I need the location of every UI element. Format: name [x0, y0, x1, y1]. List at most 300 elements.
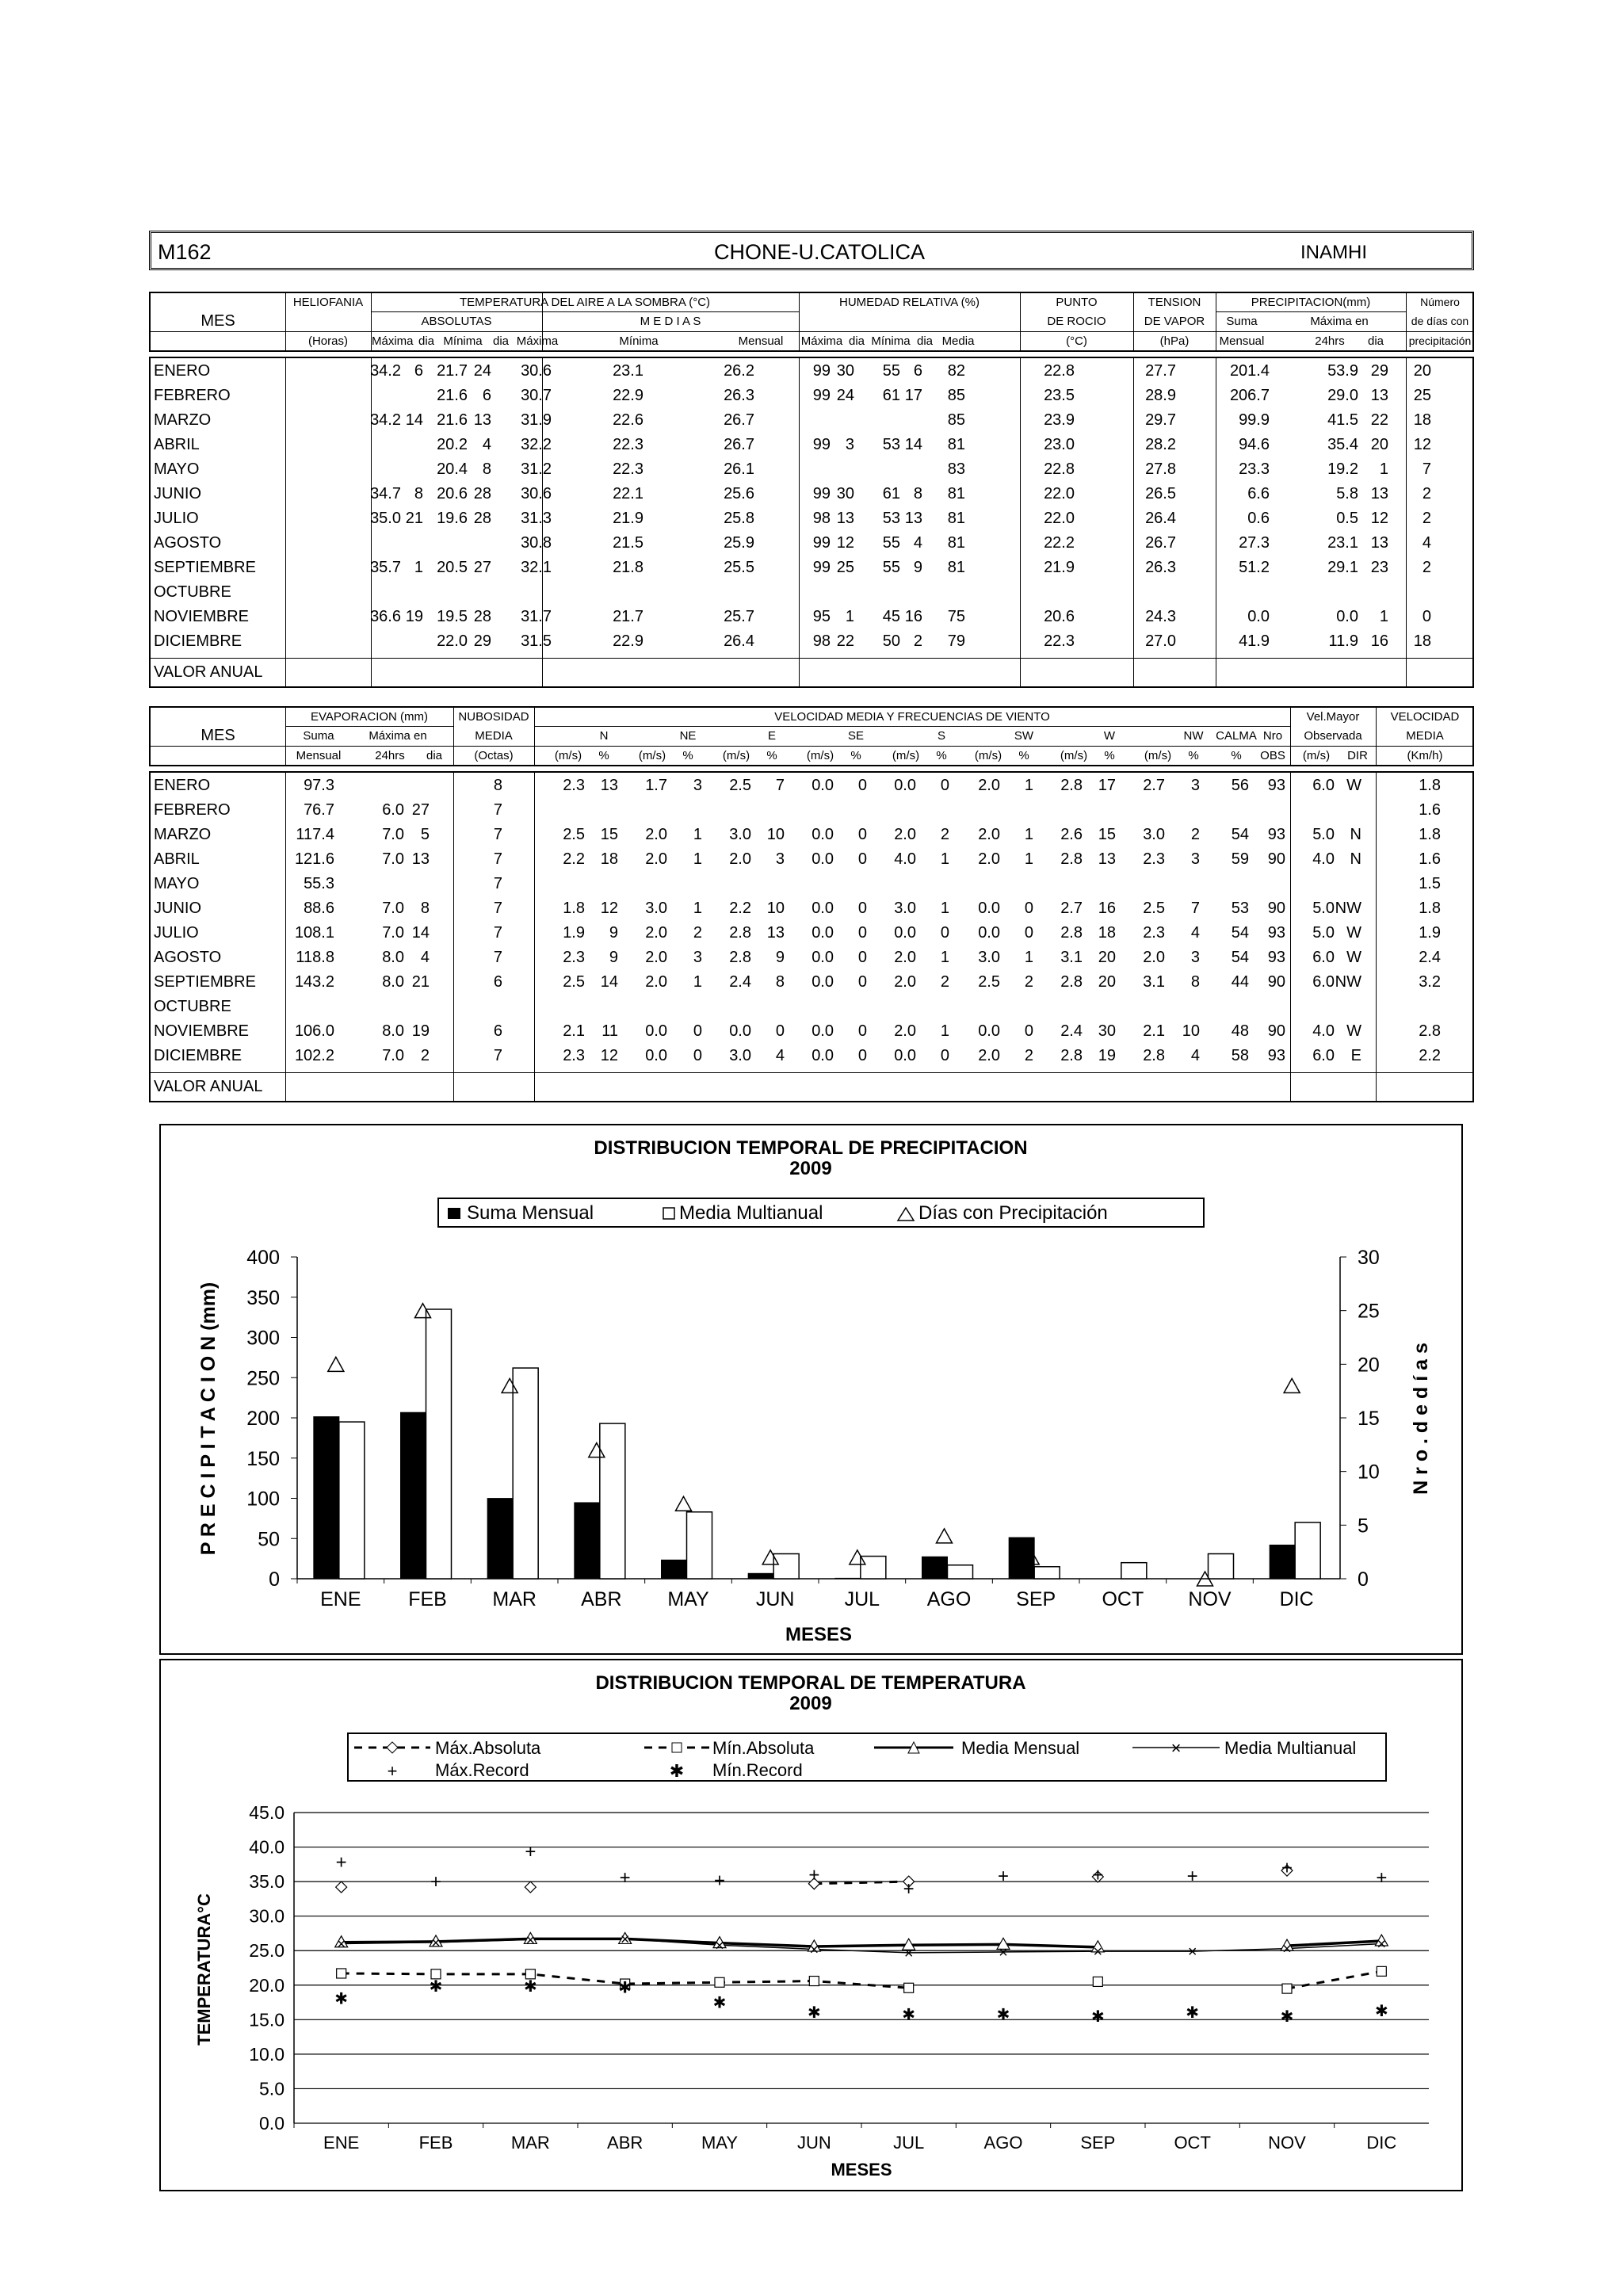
cell-value: 20.4 [437, 460, 468, 478]
cell-value: 4 [482, 436, 491, 453]
temperature-chart-box [159, 1659, 1463, 2191]
cell-value: 2.0 [1143, 949, 1165, 966]
y-tick-label: 100 [246, 1488, 280, 1511]
legend-marker-minabs [672, 1743, 682, 1752]
cell-value: 82 [947, 362, 965, 380]
marker-media-multianual: × [1187, 1943, 1197, 1962]
marker-min-absoluta [809, 1977, 819, 1986]
cell-value: 5.0 [1312, 924, 1335, 942]
x-tick-label: ABR [581, 1588, 622, 1610]
col-dir-NE: NE [679, 729, 697, 743]
cell-value: 3.2 [1419, 973, 1441, 991]
cell-value: 1.8 [1419, 900, 1441, 917]
cell-value: 1 [1024, 777, 1033, 794]
cell-value: 16 [904, 608, 922, 625]
cell-value: 14 [405, 411, 423, 429]
cell-value: 20.6 [437, 485, 468, 502]
col-pct: % [1018, 749, 1029, 762]
cell-value: 0.0 [894, 1047, 916, 1064]
cell-value: 1 [1024, 850, 1033, 868]
cell-value: 0.0 [812, 1047, 834, 1064]
cell-value: 6.0 [382, 801, 404, 819]
col-temp: TEMPERATURA DEL AIRE A LA SOMBRA (°C) [459, 296, 711, 309]
marker-max-record: + [1186, 1866, 1198, 1888]
cell-value: 8.0 [382, 1022, 404, 1040]
y-tick-label: 150 [246, 1447, 280, 1470]
cell-value: 3.0 [645, 900, 667, 917]
cell-value: 4.0 [894, 850, 916, 868]
cell-value: 0 [940, 924, 949, 942]
cell-value: 26.7 [724, 411, 754, 429]
col-mensual: Mensual [1219, 334, 1265, 348]
cell-value: 93 [1267, 826, 1285, 843]
cell-value: 8.0 [382, 973, 404, 991]
cell-value: 0 [857, 900, 867, 917]
cell-value: 15 [600, 826, 618, 843]
cell-value: 7 [775, 777, 785, 794]
legend-media: Media Multianual [679, 1202, 823, 1224]
cell-value: 2.5 [1143, 900, 1165, 917]
precipitation-chart [161, 1125, 1461, 1653]
col-24h: 24hrs [375, 749, 405, 762]
col-viento: VELOCIDAD MEDIA Y FRECUENCIAS DE VIENTO [774, 710, 1050, 724]
cell-value: 22.2 [1044, 534, 1075, 552]
x-axis-label: MESES [785, 1624, 853, 1645]
col-vel3: (Km/h) [1407, 749, 1443, 762]
col-humedad: HUMEDAD RELATIVA (%) [839, 296, 980, 309]
cell-value: 3.0 [978, 949, 1000, 966]
cell-value: 5.8 [1336, 485, 1358, 502]
cell-value: 99 [812, 534, 831, 552]
cell-value: 27 [411, 801, 430, 819]
cell-value: 2 [693, 924, 702, 942]
cell-value: 26.7 [1145, 534, 1176, 552]
x-tick-label: MAR [510, 2133, 550, 2153]
cell-value: NW [1335, 900, 1361, 917]
cell-value: 17 [904, 387, 922, 404]
cell-value: 31.9 [521, 411, 552, 429]
col-precip: PRECIPITACION(mm) [1251, 296, 1371, 309]
cell-value: 7.0 [382, 850, 404, 868]
divider [285, 726, 453, 727]
cell-value: 7 [493, 826, 502, 843]
legend-swatch-media [663, 1208, 674, 1219]
cell-value: 3 [693, 949, 702, 966]
cell-value: 22.9 [613, 632, 643, 650]
row-month: DICIEMBRE [154, 632, 242, 650]
marker-max-record: + [1092, 1864, 1104, 1886]
cell-value: 0.0 [645, 1022, 667, 1040]
cell-value: 0 [1024, 1022, 1033, 1040]
cell-value: 1 [693, 973, 702, 991]
cell-value: 99 [812, 387, 831, 404]
y-tick-label: 0 [269, 1568, 280, 1591]
cell-value: 1.6 [1419, 850, 1441, 868]
cell-value: 8 [414, 485, 423, 502]
divider [1376, 773, 1377, 1101]
cell-value: 1.8 [1419, 826, 1441, 843]
cell-value: 99 [812, 362, 831, 380]
row-month: FEBRERO [154, 801, 231, 819]
cell-value: 23.3 [1239, 460, 1270, 478]
cell-value: 26.1 [724, 460, 754, 478]
marker-min-absoluta [337, 1969, 346, 1978]
cell-value: 10 [766, 900, 785, 917]
cell-value: 1.6 [1419, 801, 1441, 819]
row-month: JUNIO [154, 900, 201, 917]
bar-suma-mensual [1270, 1545, 1295, 1579]
cell-value: 31.2 [521, 460, 552, 478]
cell-value: 2.2 [729, 900, 751, 917]
cell-value: 61 [882, 485, 900, 502]
cell-value: 26.2 [724, 362, 754, 380]
col-24h: 24hrs [1315, 334, 1345, 348]
x-tick-label: ENE [320, 1588, 361, 1610]
cell-value: 2 [1422, 559, 1431, 576]
cell-value: 2.0 [978, 1047, 1000, 1064]
col-pct: % [1104, 749, 1115, 762]
cell-value: 30.6 [521, 485, 552, 502]
cell-value: 6.0 [1312, 1047, 1335, 1064]
cell-value: 7 [1190, 900, 1200, 917]
cell-value: 12 [1413, 436, 1431, 453]
cell-value: 20.6 [1044, 608, 1075, 625]
station-header [149, 231, 1474, 270]
marker-max-record: + [619, 1866, 631, 1889]
col-ms: (m/s) [554, 749, 582, 762]
temperature-chart [161, 1660, 1461, 2190]
cell-value: 3.1 [1060, 949, 1083, 966]
cell-value: 0 [857, 973, 867, 991]
divider [151, 746, 1472, 747]
divider [534, 726, 1290, 727]
y2-tick-label: 15 [1358, 1408, 1380, 1430]
cell-value: 18 [600, 850, 618, 868]
cell-value: 2.5 [978, 973, 1000, 991]
cell-value: 1 [940, 1022, 949, 1040]
x-tick-label: SEP [1016, 1588, 1056, 1610]
cell-value: 24.3 [1145, 608, 1176, 625]
line-min-absoluta [342, 1971, 1382, 1988]
cell-value: 2.0 [978, 826, 1000, 843]
cell-value: 9 [609, 924, 618, 942]
cell-value: 0.0 [812, 924, 834, 942]
cell-value: 30.7 [521, 387, 552, 404]
y-tick-label: 5.0 [259, 2078, 285, 2099]
cell-value: 21.7 [613, 608, 643, 625]
cell-value: 13 [766, 924, 785, 942]
cell-value: 4 [420, 949, 430, 966]
cell-value: 2.2 [1419, 1047, 1441, 1064]
col-ms: (m/s) [892, 749, 920, 762]
cell-value: 29 [473, 632, 491, 650]
marker-media-multianual: × [1377, 1935, 1387, 1954]
x-tick-label: JUL [844, 1588, 880, 1610]
col-maxen: Máxima en [369, 729, 427, 743]
cell-value: 4 [1190, 924, 1200, 942]
cell-value: 4 [775, 1047, 785, 1064]
cell-value: 9 [609, 949, 618, 966]
marker-max-absoluta [336, 1881, 347, 1893]
cell-value: 1 [693, 850, 702, 868]
cell-value: 4 [1422, 534, 1431, 552]
divider [1216, 311, 1406, 312]
cell-value: 2.3 [563, 1047, 585, 1064]
cell-value: 22 [1370, 411, 1388, 429]
cell-value: 29 [1370, 362, 1388, 380]
cell-value: 2.0 [645, 949, 667, 966]
x-tick-label: ENE [323, 2133, 360, 2153]
col-velmay-dir: DIR [1347, 749, 1368, 762]
cell-value: 81 [947, 510, 965, 527]
row-month: FEBRERO [154, 387, 231, 404]
col-calma-pct: % [1231, 749, 1242, 762]
row-month: MARZO [154, 826, 212, 843]
cell-value: 0 [857, 949, 867, 966]
cell-value: 9 [775, 949, 785, 966]
cell-value: 24 [836, 387, 854, 404]
y-tick-label: 20.0 [249, 1974, 285, 1996]
cell-value: 26.3 [724, 387, 754, 404]
y-tick-label: 10.0 [249, 2043, 285, 2065]
cell-value: 81 [947, 436, 965, 453]
cell-value: 23.1 [1327, 534, 1358, 552]
col-dia: dia [426, 749, 443, 762]
cell-value: 26.7 [724, 436, 754, 453]
y-tick-label: 300 [246, 1327, 280, 1350]
cell-value: 5.0 [1312, 900, 1335, 917]
col-suma: Suma [303, 729, 334, 743]
cell-value: 2.8 [1419, 1022, 1441, 1040]
cell-value: 1 [1379, 460, 1388, 478]
cell-value: 44 [1231, 973, 1249, 991]
cell-value: 53 [882, 436, 900, 453]
cell-value: 12 [1370, 510, 1388, 527]
row-month: MAYO [154, 460, 200, 478]
cell-value: 32.1 [521, 559, 552, 576]
cell-value: 1 [414, 559, 423, 576]
cell-value: 7 [493, 949, 502, 966]
cell-value: 0 [1024, 924, 1033, 942]
legend-minrec: Mín.Record [712, 1760, 803, 1780]
col-velmay2: Observada [1304, 729, 1362, 743]
cell-value: 21.9 [1044, 559, 1075, 576]
cell-value: 55 [882, 534, 900, 552]
cell-value: 0.0 [812, 826, 834, 843]
cell-value: 10 [766, 826, 785, 843]
cell-value: 34.2 [370, 411, 401, 429]
marker-max-record: + [713, 1870, 726, 1892]
cell-value: 93 [1267, 777, 1285, 794]
station-code: M162 [158, 240, 212, 264]
cell-value: 13 [473, 411, 491, 429]
cell-value: 2 [1190, 826, 1200, 843]
x-tick-label: NOV [1268, 2133, 1306, 2153]
legend-dias: Días con Precipitación [918, 1202, 1108, 1224]
cell-value: 22.0 [437, 632, 468, 650]
cell-value: 6.0 [1312, 777, 1335, 794]
cell-value: 2.0 [894, 949, 916, 966]
cell-value: W [1346, 924, 1361, 942]
marker-media-multianual: × [903, 1944, 914, 1962]
marker-min-absoluta [1377, 1966, 1386, 1976]
bar-media-multianual [1295, 1522, 1320, 1579]
cell-value: 13 [904, 510, 922, 527]
row-month: MARZO [154, 411, 212, 429]
cell-value: 5.0 [1312, 826, 1335, 843]
cell-value: 27.7 [1145, 362, 1176, 380]
table1-body [149, 357, 1474, 688]
cell-value: 118.8 [296, 949, 334, 966]
cell-value: 2.8 [1060, 924, 1083, 942]
x-tick-label: MAY [667, 1588, 709, 1610]
cell-value: 99 [812, 485, 831, 502]
marker-min-absoluta [904, 1983, 914, 1992]
valor-anual: VALOR ANUAL [154, 663, 263, 681]
cell-value: 6 [414, 362, 423, 380]
col-num3: precipitación [1408, 334, 1472, 347]
cell-value: 28 [473, 485, 491, 502]
x-tick-label: FEB [418, 2133, 453, 2153]
cell-value: 1 [845, 608, 854, 625]
cell-value: 0.0 [978, 924, 1000, 942]
cell-value: 3 [775, 850, 785, 868]
chart-title: DISTRIBUCION TEMPORAL DE PRECIPITACION [594, 1137, 1028, 1159]
marker-min-record: ✱ [1090, 2008, 1105, 2027]
cell-value: 0.0 [812, 1022, 834, 1040]
x-tick-label: MAY [701, 2133, 739, 2153]
x-tick-label: NOV [1188, 1588, 1232, 1610]
cell-value: 1.8 [563, 900, 585, 917]
cell-value: 35.0 [370, 510, 401, 527]
cell-value: 29.7 [1145, 411, 1176, 429]
cell-value: 13 [1370, 485, 1388, 502]
cell-value: 2.8 [1060, 973, 1083, 991]
cell-value: 2.3 [563, 777, 585, 794]
cell-value: 85 [947, 387, 965, 404]
cell-value: 21 [405, 510, 423, 527]
cell-value: 76.7 [304, 801, 334, 819]
cell-value: 28.2 [1145, 436, 1176, 453]
cell-value: 0 [857, 924, 867, 942]
cell-value: 2.1 [1143, 1022, 1165, 1040]
cell-value: 0 [1024, 900, 1033, 917]
bar-suma-mensual [575, 1503, 600, 1579]
cell-value: 53 [882, 510, 900, 527]
cell-value: 29.1 [1327, 559, 1358, 576]
cell-value: 22.3 [613, 460, 643, 478]
cell-value: 0 [857, 777, 867, 794]
cell-value: 2.1 [563, 1022, 585, 1040]
cell-value: 0 [940, 1047, 949, 1064]
cell-value: 206.7 [1229, 387, 1270, 404]
cell-value: 30 [836, 362, 854, 380]
cell-value: 54 [1231, 949, 1249, 966]
cell-value: 3.0 [894, 900, 916, 917]
cell-value: 11.9 [1328, 632, 1358, 650]
cell-value: 0.0 [1247, 608, 1270, 625]
cell-value: 16 [1098, 900, 1116, 917]
y-tick-label: 25.0 [249, 1940, 285, 1962]
row-month: JUNIO [154, 485, 201, 502]
y2-tick-label: 10 [1358, 1461, 1380, 1484]
col-pct: % [766, 749, 777, 762]
cell-value: 2.4 [1419, 949, 1441, 966]
cell-value: 0.0 [978, 900, 1000, 917]
marker-min-record: ✱ [618, 1979, 632, 1997]
cell-value: 53 [1231, 900, 1249, 917]
cell-value: 7 [493, 1047, 502, 1064]
col-dir-SW: SW [1014, 729, 1034, 743]
marker-max-record: + [430, 1871, 442, 1893]
y2-tick-label: 5 [1358, 1515, 1369, 1538]
cell-value: 3 [1190, 850, 1200, 868]
bar-media-multianual [687, 1512, 712, 1579]
cell-value: 1 [940, 900, 949, 917]
cell-value: 8 [420, 900, 430, 917]
cell-value: W [1346, 1022, 1361, 1040]
table2-body [149, 771, 1474, 1102]
cell-value: 2 [420, 1047, 430, 1064]
cell-value: 25.7 [724, 608, 754, 625]
cell-value: 2.0 [645, 973, 667, 991]
cell-value: 2.0 [978, 777, 1000, 794]
cell-value: 3.0 [729, 1047, 751, 1064]
row-month: DICIEMBRE [154, 1047, 242, 1064]
cell-value: 143.2 [294, 973, 334, 991]
cell-value: 7 [493, 900, 502, 917]
cell-value: 2.5 [729, 777, 751, 794]
bar-suma-mensual [487, 1499, 513, 1579]
cell-value: 20 [1413, 362, 1431, 380]
subcol-0: Máxima [372, 334, 414, 348]
marker-max-record: + [903, 1878, 915, 1900]
cell-value: 53.9 [1327, 362, 1358, 380]
subcol-9: Mínima [871, 334, 911, 348]
cell-value: 56 [1231, 777, 1249, 794]
cell-value: 30 [1098, 1022, 1116, 1040]
bar-suma-mensual [748, 1573, 773, 1579]
x-tick-label: AGO [926, 1588, 972, 1610]
cell-value: 21.8 [613, 559, 643, 576]
row-month: NOVIEMBRE [154, 608, 250, 625]
bar-suma-mensual [835, 1578, 861, 1579]
cell-value: 55 [882, 362, 900, 380]
x-tick-label: DIC [1279, 1588, 1314, 1610]
cell-value: 22.1 [613, 485, 643, 502]
x-tick-label: SEP [1080, 2133, 1116, 2153]
cell-value: W [1346, 777, 1361, 794]
legend-maxrec: Máx.Record [435, 1760, 529, 1780]
cell-value: 0 [857, 1022, 867, 1040]
cell-value: 93 [1267, 1047, 1285, 1064]
cell-value: 45 [882, 608, 900, 625]
cell-value: 81 [947, 534, 965, 552]
cell-value: 2 [940, 826, 949, 843]
cell-value: E [1350, 1047, 1361, 1064]
legend-marker-multianual: × [1170, 1738, 1182, 1758]
col-dia: dia [1367, 334, 1384, 348]
cell-value: 22.9 [613, 387, 643, 404]
cell-value: 21.5 [613, 534, 643, 552]
cell-value: N [1350, 850, 1361, 868]
cell-value: 0.0 [894, 777, 916, 794]
cell-value: 3.0 [1143, 826, 1165, 843]
cell-value: 28 [473, 510, 491, 527]
cell-value: 22 [836, 632, 854, 650]
x-tick-label: DIC [1366, 2133, 1397, 2153]
cell-value: 30.8 [521, 534, 552, 552]
